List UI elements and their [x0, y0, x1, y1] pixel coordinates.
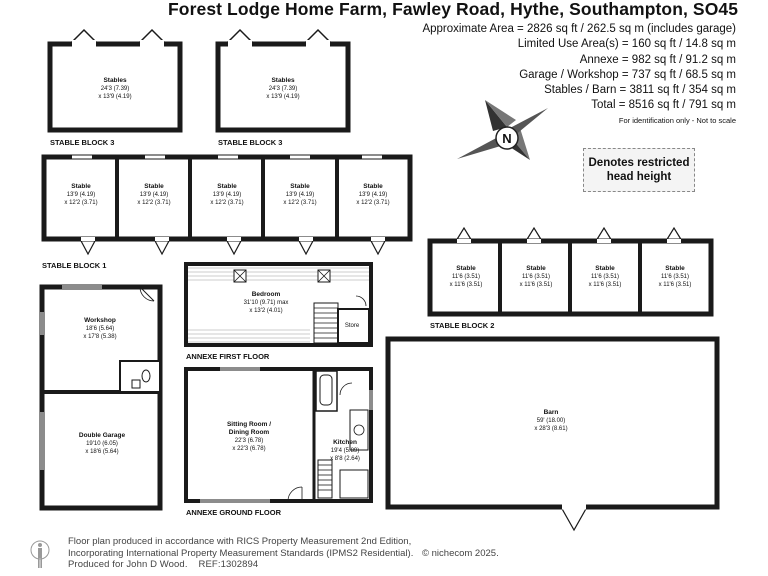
room-dim: 18'6 (5.64): [85, 326, 115, 332]
area-line: Total = 8516 sq ft / 791 sq m: [591, 99, 736, 112]
annexe-ground-floor: [186, 369, 371, 501]
room-dim: x 12'2 (3.71): [210, 200, 244, 206]
legend-line: Denotes restricted: [588, 157, 690, 169]
room-name: Stable: [595, 265, 615, 272]
room-dim: x 13'2 (4.01): [249, 308, 283, 314]
room-name: Workshop: [84, 317, 116, 324]
room-dim: x 12'2 (3.71): [283, 200, 317, 206]
legend-line: head height: [606, 171, 672, 183]
footer-line: Incorporating International Property Measurement Standards (IPMS2 Residential).: [68, 547, 414, 559]
room-dim: 11'6 (3.51): [451, 274, 481, 280]
restricted-height-legend: [583, 148, 695, 192]
area-line: Approximate Area = 2826 sq ft / 262.5 sq m (includes garage): [422, 23, 736, 35]
area-line: Annexe = 982 sq ft / 91.2 sq m: [579, 53, 736, 66]
compass-letter: N: [502, 131, 512, 146]
room-dim: x 12'2 (3.71): [356, 200, 390, 206]
footer-ref: REF:1302894: [198, 559, 259, 570]
room-name: Stable: [217, 183, 237, 190]
room-dim: x 13'9 (4.19): [98, 94, 132, 100]
room-dim: x 11'6 (3.51): [519, 282, 553, 288]
area-line: Garage / Workshop = 737 sq ft / 68.5 sq m: [519, 68, 736, 81]
room-dim: 13'9 (4.19): [212, 192, 242, 198]
room-dim: 19'4 (5.89): [330, 448, 360, 454]
area-line: Stables / Barn = 3811 sq ft / 354 sq m: [544, 84, 736, 97]
room-dim: 22'3 (6.78): [234, 438, 264, 444]
area-line: Limited Use Area(s) = 160 sq ft / 14.8 sq m: [517, 38, 736, 51]
room-dim: 11'6 (3.51): [521, 274, 551, 280]
label-stable-block-3-left: STABLE BLOCK 3: [50, 138, 115, 147]
room-dim: 13'9 (4.19): [139, 192, 169, 198]
room-name: Stable: [144, 183, 164, 190]
room-dim: x 18'6 (5.64): [85, 449, 119, 455]
room-dim: x 8'8 (2.64): [330, 456, 360, 462]
room-name: Sitting Room /: [226, 421, 272, 428]
label-stable-block-3-right: STABLE BLOCK 3: [218, 138, 283, 147]
copyright: © nichecom 2025.: [422, 548, 499, 559]
room-dim: x 22'3 (6.78): [232, 446, 266, 452]
room-name: Stable: [526, 265, 546, 272]
label-annexe-ground-floor: ANNEXE GROUND FLOOR: [186, 508, 282, 517]
room-name: Store: [344, 323, 360, 329]
room-dim: x 17'8 (5.38): [83, 334, 117, 340]
room-dim: x 11'6 (3.51): [449, 282, 483, 288]
room-name: Kitchen: [333, 439, 357, 446]
room-name: Double Garage: [78, 432, 126, 439]
room-dim: x 13'9 (4.19): [266, 94, 300, 100]
room-name: Stable: [71, 183, 91, 190]
footer-produced: Produced for John D Wood.: [68, 559, 188, 570]
room-dim: x 28'3 (8.61): [534, 426, 568, 432]
room-dim: 13'9 (4.19): [358, 192, 388, 198]
room-name: Stable: [665, 265, 685, 272]
room-dim: 11'6 (3.51): [660, 274, 690, 280]
room-name: Stable: [456, 265, 476, 272]
footer-line: Floor plan produced in accordance with RICS Property Measurement 2nd Edition,: [68, 536, 412, 547]
room-name: Stables: [271, 77, 295, 84]
area-summary: [422, 22, 736, 128]
room-dim: x 11'6 (3.51): [588, 282, 622, 288]
room-dim: 13'9 (4.19): [66, 192, 96, 198]
label-stable-block-1: STABLE BLOCK 1: [42, 261, 107, 270]
footer-line: [68, 559, 413, 571]
label-annexe-first-floor: ANNEXE FIRST FLOOR: [186, 352, 270, 361]
room-name: Bedroom: [251, 291, 281, 298]
room-dim: 24'3 (7.39): [268, 86, 298, 92]
person-scale-icon: [30, 540, 50, 572]
label-stable-block-2: STABLE BLOCK 2: [430, 321, 495, 330]
room-dim: x 12'2 (3.71): [137, 200, 171, 206]
footer-notes: [68, 536, 413, 571]
room-dim: 19'10 (6.05): [86, 441, 118, 447]
room-name: Stable: [290, 183, 310, 190]
room-dim: x 11'6 (3.51): [658, 282, 692, 288]
room-dim: 13'9 (4.19): [285, 192, 315, 198]
room-name: Stables: [103, 77, 127, 84]
room-dim: 24'3 (7.39): [100, 86, 130, 92]
area-note: For identification only - Not to scale: [618, 115, 736, 125]
room-name: Stable: [363, 183, 383, 190]
barn: [388, 339, 717, 530]
page-title: Forest Lodge Home Farm, Fawley Road, Hythe, Southampton, SO45: [168, 0, 739, 19]
room-dim: x 12'2 (3.71): [64, 200, 98, 206]
room-name: Dining Room: [228, 429, 270, 436]
room-dim: 31'10 (9.71) max: [243, 300, 289, 306]
room-name: Barn: [543, 409, 559, 416]
room-dim: 11'6 (3.51): [590, 274, 620, 280]
room-dim: 59' (18.00): [536, 418, 566, 424]
